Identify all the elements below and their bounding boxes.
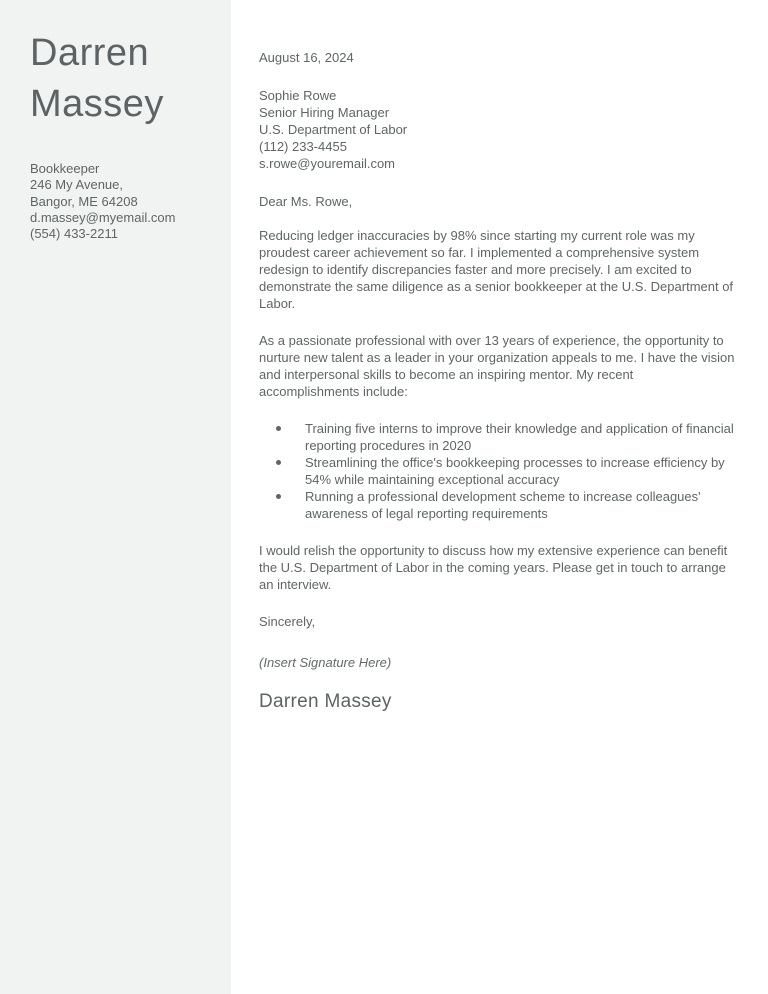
recipient-email: s.rowe@youremail.com: [259, 156, 396, 171]
applicant-job-title: Bookkeeper: [30, 161, 100, 176]
list-item-text: Running a professional development scheme to increase colleagues' awareness of legal reporting requirements: [305, 489, 701, 521]
recipient-block: [259, 87, 737, 172]
applicant-email: d.massey@myemail.com: [30, 209, 176, 225]
list-item: [259, 420, 737, 454]
applicant-first-name: Darren: [30, 32, 150, 74]
list-item: [259, 488, 737, 522]
applicant-city-state-zip: Bangor, ME 64208: [30, 193, 138, 209]
letter-closing: Sincerely,: [259, 614, 316, 629]
signature-placeholder: (Insert Signature Here): [259, 655, 392, 670]
recipient-phone: (112) 233-4455: [259, 139, 347, 154]
list-item: [259, 454, 737, 488]
bullet-icon: [276, 494, 281, 499]
letter-paragraph-1: Reducing ledger inaccuracies by 98% since starting my current role was my proudest career achievement so far. I implemented a comprehensive system redesign to identify discrepancies faster and more precisely. I am excited to demonstrate the same diligence as a senior bookkeeper at the U.S. Department of Labor.: [259, 228, 734, 311]
recipient-name: Sophie Rowe: [259, 88, 337, 103]
letter-greeting: Dear Ms. Rowe,: [259, 194, 353, 209]
list-item-text: Training five interns to improve their knowledge and application of financial reporting procedures in 2020: [305, 421, 734, 453]
accomplishments-list: [259, 420, 737, 522]
recipient-organization: U.S. Department of Labor: [259, 122, 408, 137]
bullet-icon: [276, 426, 281, 431]
list-item-text: Streamlining the office's bookkeeping processes to increase efficiency by 54% while maintaining exceptional accuracy: [305, 455, 725, 487]
letter-body: [231, 0, 768, 994]
letter-paragraph-2: As a passionate professional with over 13 years of experience, the opportunity to nurture new talent as a leader in your organization appeals to me. I have the vision and interpersonal skills to become an inspiring mentor. My recent accomplishments include:: [259, 333, 735, 399]
letter-date: August 16, 2024: [259, 50, 354, 65]
applicant-last-name: Massey: [30, 83, 164, 125]
applicant-phone: (554) 433-2211: [30, 226, 118, 242]
bullet-icon: [276, 460, 281, 465]
applicant-street-address: 246 My Avenue,: [30, 177, 123, 193]
applicant-name: [30, 28, 211, 130]
recipient-title: Senior Hiring Manager: [259, 105, 390, 120]
signature-name: Darren Massey: [259, 691, 392, 712]
applicant-contact-block: [30, 161, 211, 242]
sidebar: [0, 0, 231, 994]
letter-paragraph-3: I would relish the opportunity to discuss how my extensive experience can benefit the U.S. Department of Labor in the coming years. Please get in touch to arrange an interview.: [259, 543, 728, 592]
